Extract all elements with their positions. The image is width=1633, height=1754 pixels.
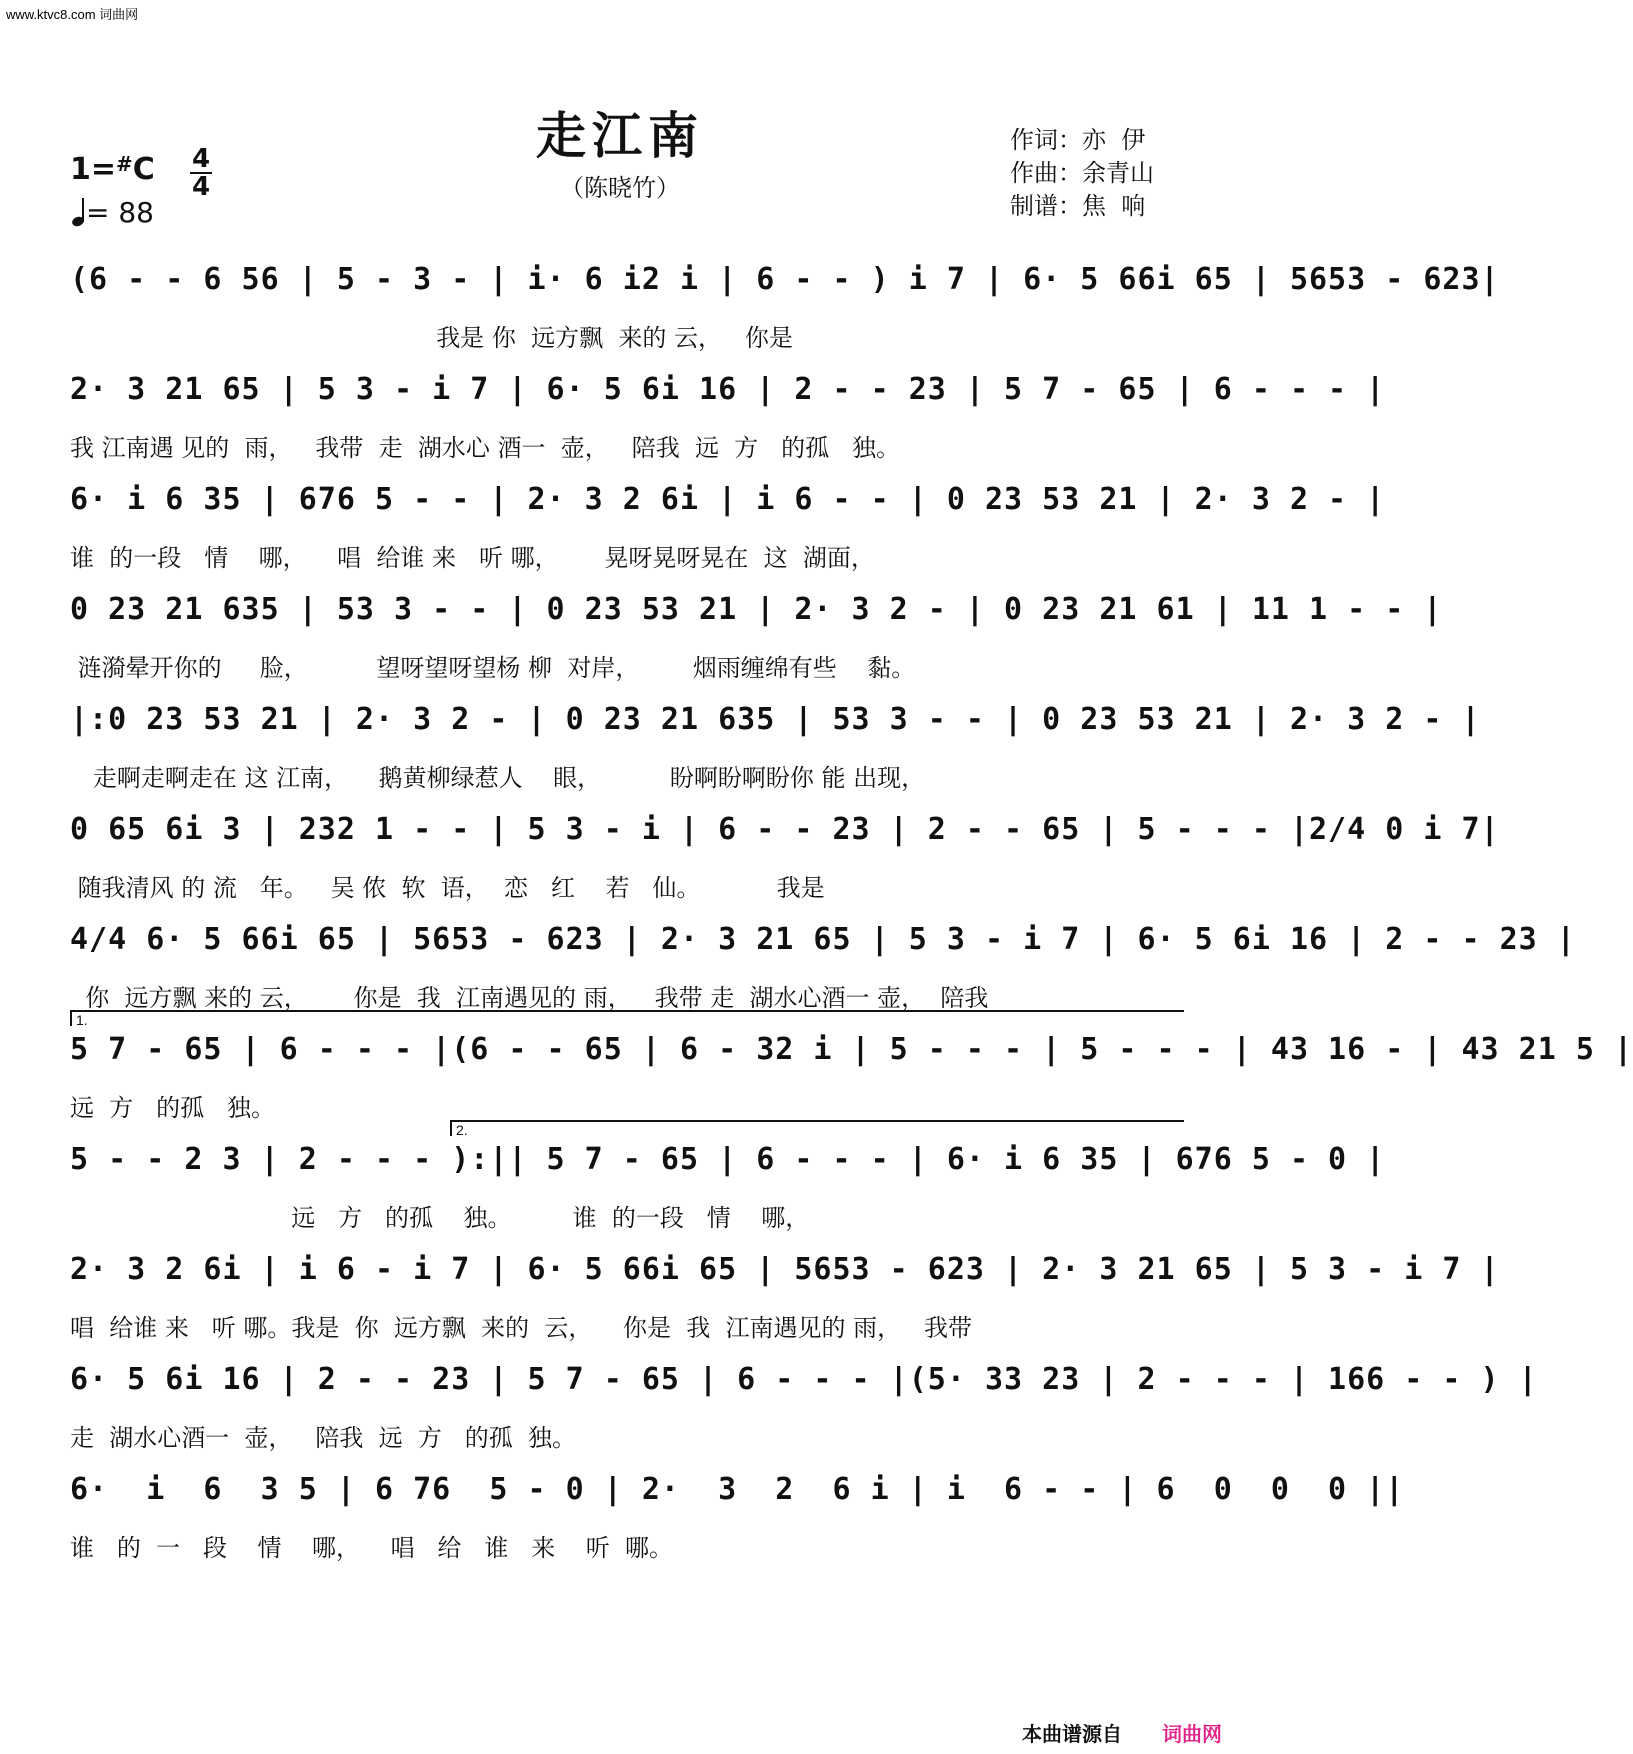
system bbox=[70, 1120, 1386, 1232]
key-prefix: 1= bbox=[70, 152, 117, 187]
watermark: www.ktvc8.com 词曲网 bbox=[6, 7, 139, 22]
sharp-sign: # bbox=[116, 152, 133, 176]
system bbox=[70, 1010, 1633, 1122]
lyrics-line: 走啊走啊走在 这 江南， 鹅黄柳绿惹人 眼， 盼啊盼啊盼你 能 出现， bbox=[70, 764, 926, 792]
notation-line: 6· 5 6i 16 | 2 - - 23 | 5 7 - 65 | 6 - - - |(5· 33 23 | 2 - - - | 166 - - ) | bbox=[70, 1362, 1538, 1397]
lyrics-line: 远 方 的孤 独。 bbox=[70, 1094, 276, 1122]
system bbox=[70, 460, 1386, 572]
composer: 作曲：余青山 bbox=[1010, 159, 1154, 187]
notation-line: 6· i 6 35 | 676 5 - - | 2· 3 2 6i | i 6 - - | 0 23 53 21 | 2· 3 2 - | bbox=[70, 482, 1386, 517]
notation-line: 5 - - 2 3 | 2 - - - ):|| 5 7 - 65 | 6 - - - | 6· i 6 35 | 676 5 - 0 | bbox=[70, 1142, 1386, 1177]
system bbox=[70, 790, 1500, 902]
lyrics-line: 我是 你 远方飘 来的 云， 你是 bbox=[70, 324, 793, 352]
footer-source: 本曲谱源自 bbox=[1022, 1722, 1122, 1746]
tempo-marking bbox=[72, 196, 154, 229]
footer-brand: 词曲网 bbox=[1162, 1722, 1222, 1746]
lyrics-line: 远 方 的孤 独。 谁 的一段 情 哪， bbox=[70, 1204, 810, 1232]
score bbox=[70, 240, 1633, 1562]
second-ending-bracket: 2. bbox=[450, 1120, 1184, 1136]
system bbox=[70, 1230, 1500, 1342]
lyrics-line: 谁 的一段 情 哪， 唱 给谁 来 听 哪， 晃呀晃呀晃在 这 湖面， bbox=[70, 544, 875, 572]
notation-line: 5 7 - 65 | 6 - - - |(6 - - 65 | 6 - 32 i | 5 - - - | 5 - - - | 43 16 - | 43 21 5 | bbox=[70, 1032, 1633, 1067]
time-signature bbox=[188, 146, 214, 200]
key-signature bbox=[70, 152, 155, 187]
tempo-value: = 88 bbox=[86, 196, 154, 229]
time-signature-top: 4 bbox=[191, 144, 211, 174]
lyricist: 作词：亦 伊 bbox=[1010, 126, 1146, 154]
lyrics-line: 走 湖水心酒一 壶， 陪我 远 方 的孤 独。 bbox=[70, 1424, 577, 1452]
notation-line: 0 23 21 635 | 53 3 - - | 0 23 53 21 | 2· 3 2 - | 0 23 21 61 | 11 1 - - | bbox=[70, 592, 1443, 627]
system bbox=[70, 570, 1443, 682]
system bbox=[70, 240, 1500, 352]
lyrics-line: 唱 给谁 来 听 哪。我是 你 远方飘 来的 云， 你是 我 江南遇见的 雨， 我带 bbox=[70, 1314, 972, 1342]
first-ending-bracket: 1. bbox=[70, 1010, 1184, 1026]
system bbox=[70, 350, 1386, 462]
lyrics-line: 你 远方飘 来的 云， 你是 我 江南遇见的 雨， 我带 走 湖水心酒一 壶， 陪我 bbox=[70, 984, 989, 1012]
transcriber: 制谱：焦 响 bbox=[1010, 192, 1146, 220]
key-note: C bbox=[132, 152, 155, 187]
system bbox=[70, 680, 1481, 792]
lyrics-line: 涟漪晕开你的 脸， 望呀望呀望杨 柳 对岸， 烟雨缠绵有些 黏。 bbox=[70, 654, 916, 682]
lyrics-line: 我 江南遇 见的 雨， 我带 走 湖水心 酒一 壶， 陪我 远 方 的孤 独。 bbox=[70, 434, 900, 462]
singer: （陈晓竹） bbox=[560, 174, 680, 202]
footer bbox=[1022, 1718, 1222, 1747]
notation-line: 2· 3 21 65 | 5 3 - i 7 | 6· 5 6i 16 | 2 - - 23 | 5 7 - 65 | 6 - - - | bbox=[70, 372, 1386, 407]
notation-line: 6· i 6 3 5 | 6 76 5 - 0 | 2· 3 2 6 i | i 6 - - | 6 0 0 0 || bbox=[70, 1472, 1405, 1507]
system bbox=[70, 1450, 1405, 1562]
lyrics-line: 随我清风 的 流 年。 吴 侬 软 语， 恋 红 若 仙。 我是 bbox=[70, 874, 825, 902]
system bbox=[70, 900, 1576, 1012]
credits bbox=[1010, 124, 1154, 223]
time-signature-bottom: 4 bbox=[191, 172, 211, 202]
lyrics-line: 谁 的 一 段 情 哪， 唱 给 谁 来 听 哪。 bbox=[70, 1534, 674, 1562]
notation-line: 2· 3 2 6i | i 6 - i 7 | 6· 5 66i 65 | 5653 - 623 | 2· 3 21 65 | 5 3 - i 7 | bbox=[70, 1252, 1500, 1287]
notation-line: 0 65 6i 3 | 232 1 - - | 5 3 - i | 6 - - 23 | 2 - - 65 | 5 - - - |2/4 0 i 7| bbox=[70, 812, 1500, 847]
song-title: 走江南 bbox=[536, 106, 704, 165]
notation-line: |:0 23 53 21 | 2· 3 2 - | 0 23 21 635 | 53 3 - - | 0 23 53 21 | 2· 3 2 - | bbox=[70, 702, 1481, 737]
system bbox=[70, 1340, 1538, 1452]
notation-line: (6 - - 6 56 | 5 - 3 - | i· 6 i2 i | 6 - - ) i 7 | 6· 5 66i 65 | 5653 - 623| bbox=[70, 262, 1500, 297]
quarter-note-icon bbox=[72, 196, 86, 226]
notation-line: 4/4 6· 5 66i 65 | 5653 - 623 | 2· 3 21 65 | 5 3 - i 7 | 6· 5 6i 16 | 2 - - 23 | bbox=[70, 922, 1576, 957]
